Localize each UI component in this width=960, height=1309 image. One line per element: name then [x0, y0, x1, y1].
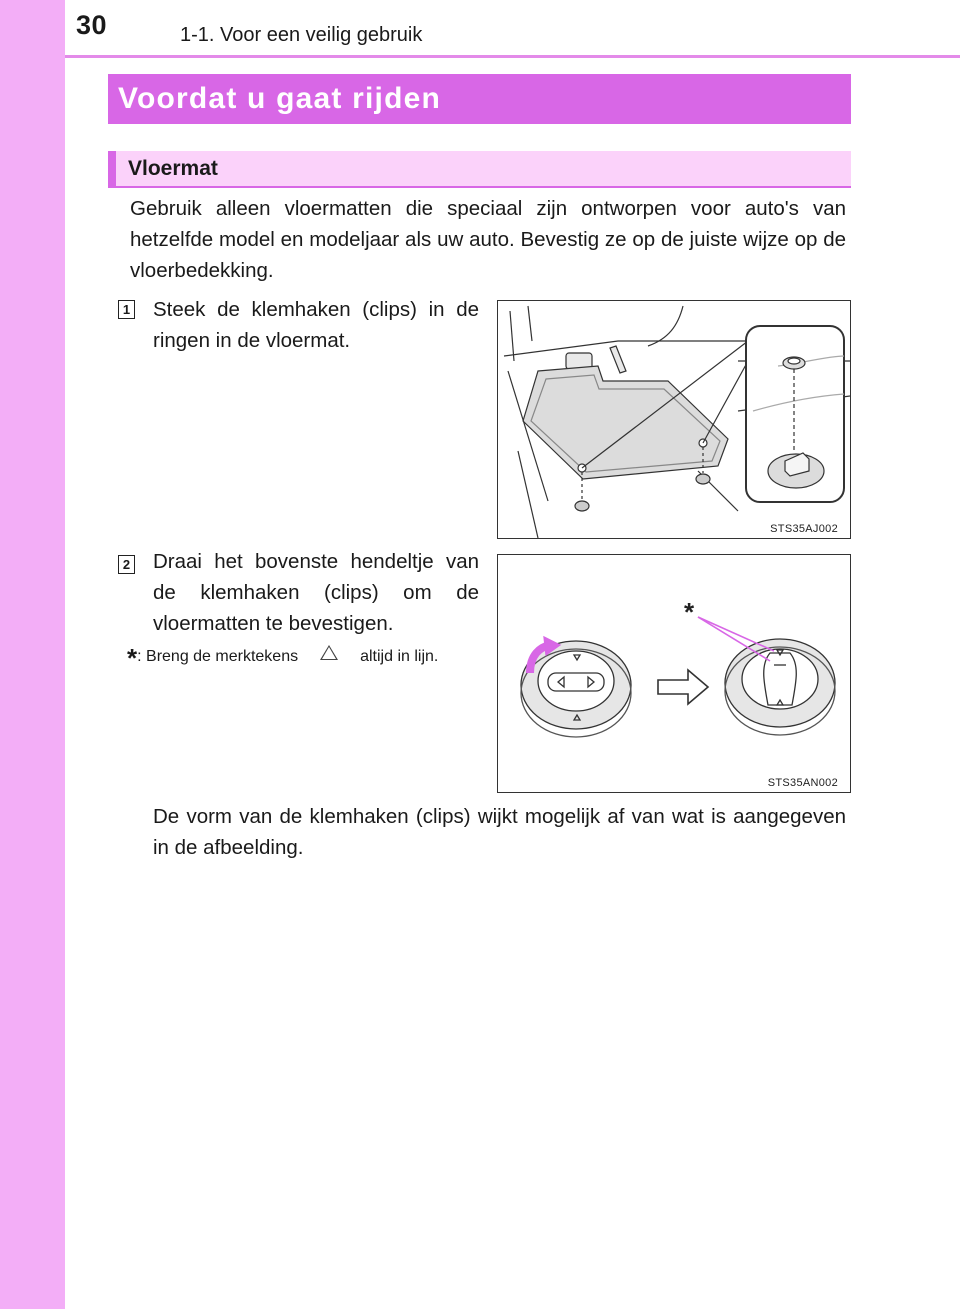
figure-code: STS35AN002	[767, 777, 838, 789]
section-title: Voordat u gaat rijden	[108, 74, 851, 124]
figure-star-marker: *	[684, 597, 695, 627]
intro-paragraph: Gebruik alleen vloermatten die speciaal zijn ontworpen voor auto's van hetzelfde model en modeljaar als uw auto. Bevestig ze op de juiste wijze op de vloerbedekking.	[130, 197, 846, 282]
figure-code: STS35AJ002	[770, 523, 838, 535]
floor-mat-illustration	[498, 301, 850, 538]
step-1-badge: 1	[118, 300, 135, 319]
note-marker: *	[127, 643, 138, 673]
closing-paragraph: De vorm van de klemhaken (clips) wijkt mogelijk af van wat is aangegeven in de afbeelding.	[153, 805, 846, 859]
step-2-badge: 2	[118, 555, 135, 574]
triangle-marker-icon	[320, 645, 338, 660]
note-suffix: altijd in lijn.	[360, 648, 439, 665]
chapter-title: 1-1. Voor een veilig gebruik	[180, 24, 423, 46]
step-2-text: Draai het bovenste hendeltje van de klemhaken (clips) om de vloermatten te bevestigen.	[153, 550, 479, 635]
right-arrow-icon	[658, 670, 708, 704]
clip-rotation-figure	[497, 554, 851, 793]
note-prefix: : Breng de merktekens	[137, 648, 299, 665]
floor-mat-figure	[497, 300, 851, 539]
subsection-title: Vloermat	[108, 151, 851, 188]
alignment-note	[127, 644, 479, 671]
clip-rotation-illustration	[498, 555, 850, 792]
page-number: 30	[76, 10, 108, 40]
side-tab-strip	[0, 0, 65, 1309]
header-divider	[65, 55, 960, 58]
step-1-text: Steek de klemhaken (clips) in de ringen in de vloermat.	[153, 298, 479, 352]
